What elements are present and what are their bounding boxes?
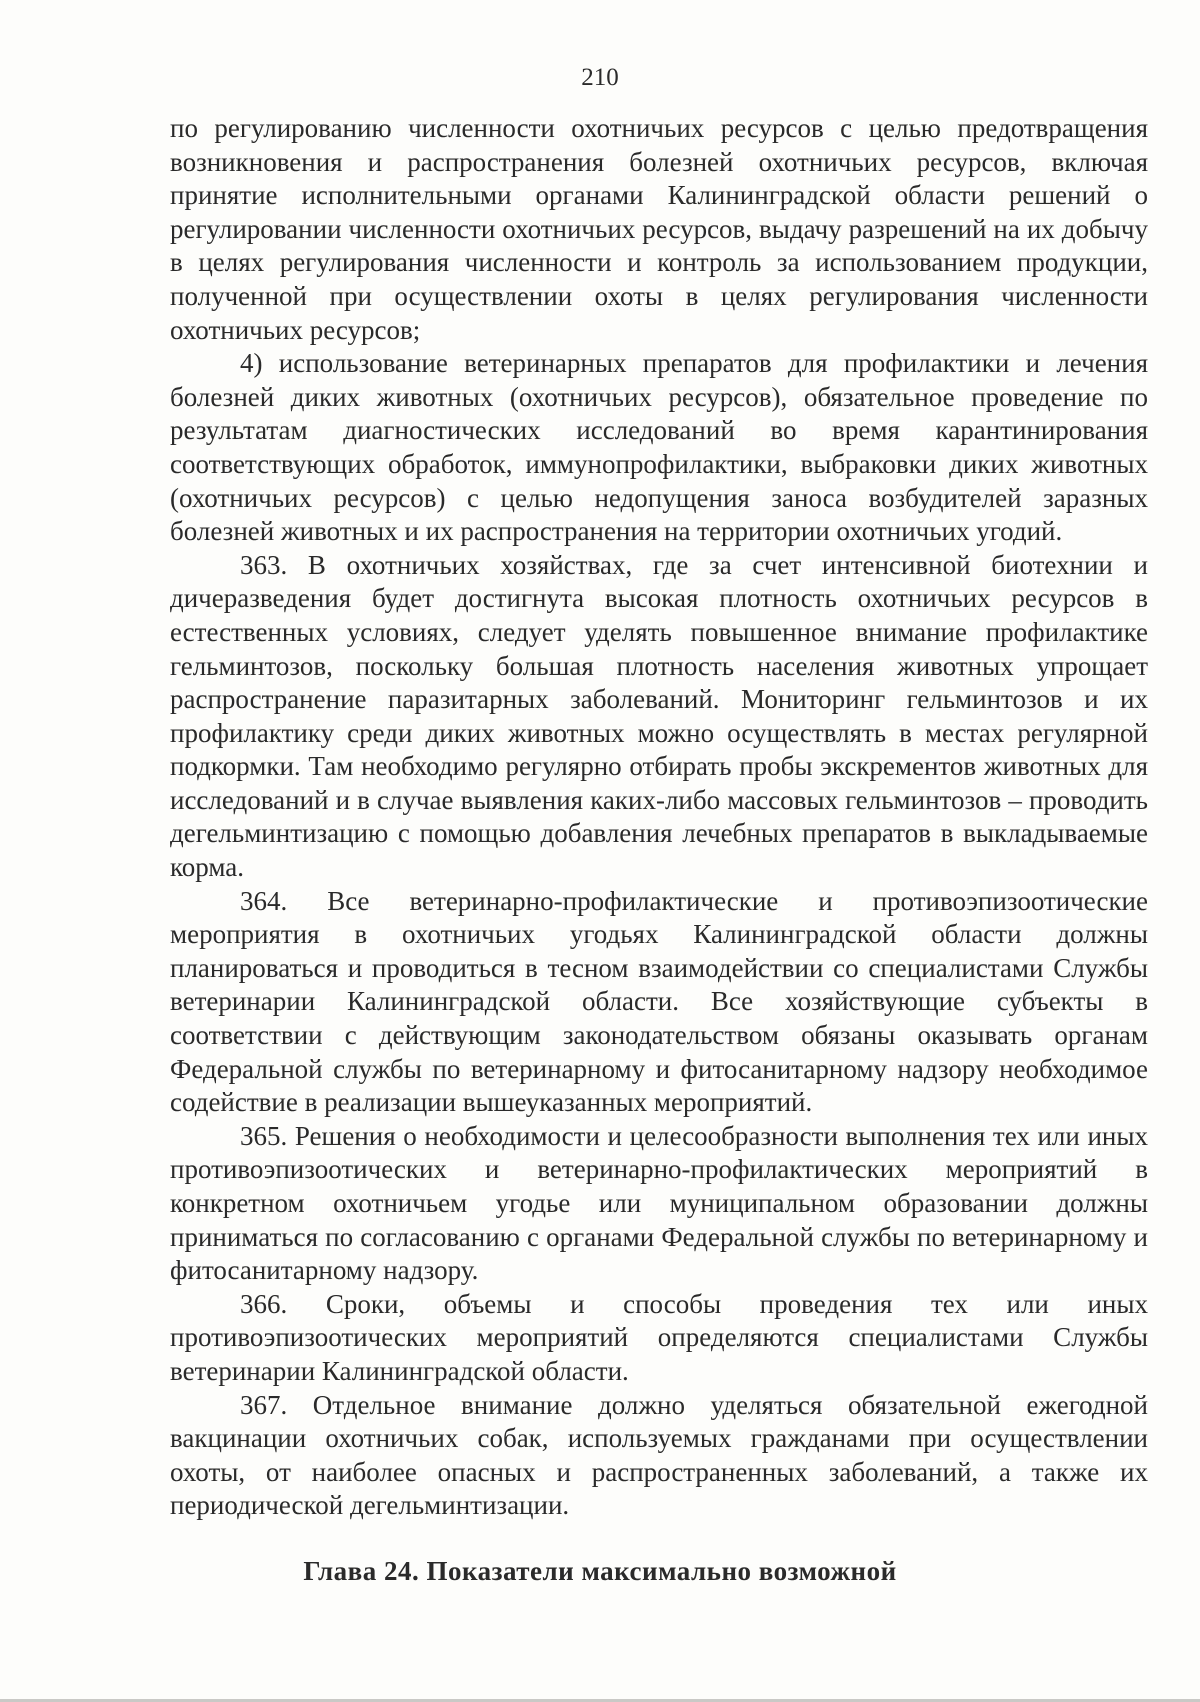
paragraph-363: 363. В охотничьих хозяйствах, где за счет интенсивной биотехнии и дичеразведения будет достигнута высокая плотность охотничьих ресурсов в естественных условиях, следует уделять повышенное внимание профилактике гельминтозов, поскольку большая плотность населения животных упрощает распространение паразитарных заболеваний. Мониторинг гельминтозов и их профилактику среди диких животных можно осуществлять в местах регулярной подкормки. Там необходимо регулярно отбирать пробы экскрементов животных для исследований и в случае выявления каких-либо массовых гельминтозов – проводить дегельминтизацию с помощью добавления лечебных препаратов в выкладываемые корма. <box>170 549 1148 883</box>
paragraph-continuation: по регулированию численности охотничьих ресурсов с целью предотвращения возникновения и распространения болезней охотничьих ресурсов, включая принятие исполнительными органами Калининградской области решений о регулировании численности охотничьих ресурсов, выдачу разрешений на их добычу в целях регулирования численности и контроль за использованием продукции, полученной при осуществлении охоты в целях регулирования численности охотничьих ресурсов; <box>170 113 1148 345</box>
paragraph-item-4: 4) использование ветеринарных препаратов для профилактики и лечения болезней диких животных (охотничьих ресурсов), обязательное проведение по результатам диагностических исследований во время карантинирования соответствующих обработок, иммунопрофилактики, выбраковки диких животных (охотничьих ресурсов) с целью недопущения заноса возбудителей заразных болезней животных и их распространения на территории охотничьих угодий. <box>170 348 1148 547</box>
body-text <box>170 112 1148 1523</box>
paragraph-364: 364. Все ветеринарно-профилактические и противоэпизоотические мероприятия в охотничьих угодьях Калининградской области должны планироваться и проводиться в тесном взаимодействии со специалистами Службы ветеринарии Калининградской области. Все хозяйствующие субъекты в соответствии с действующим законодательством обязаны оказывать органам Федеральной службы по ветеринарному и фитосанитарному надзору необходимое содействие в реализации вышеуказанных мероприятий. <box>170 885 1148 1118</box>
paragraph-366: 366. Сроки, объемы и способы проведения тех или иных противоэпизоотических мероприятий определяются специалистами Службы ветеринарии Калининградской области. <box>170 1288 1148 1386</box>
chapter-heading: Глава 24. Показатели максимально возможной <box>303 1556 897 1586</box>
paragraph-367: 367. Отдельное внимание должно уделяться обязательной ежегодной вакцинации охотничьих собак, используемых гражданами при осуществлении охоты, от наиболее опасных и распространенных заболеваний, а также их периодической дегельминтизации. <box>170 1389 1148 1521</box>
page-number: 210 <box>581 64 619 91</box>
paragraph-365: 365. Решения о необходимости и целесообразности выполнения тех или иных противоэпизоотических и ветеринарно-профилактических мероприятий в конкретном охотничьем угодье или муниципальном образовании должны приниматься по согласованию с органами Федеральной службы по ветеринарному и фитосанитарному надзору. <box>170 1120 1148 1286</box>
